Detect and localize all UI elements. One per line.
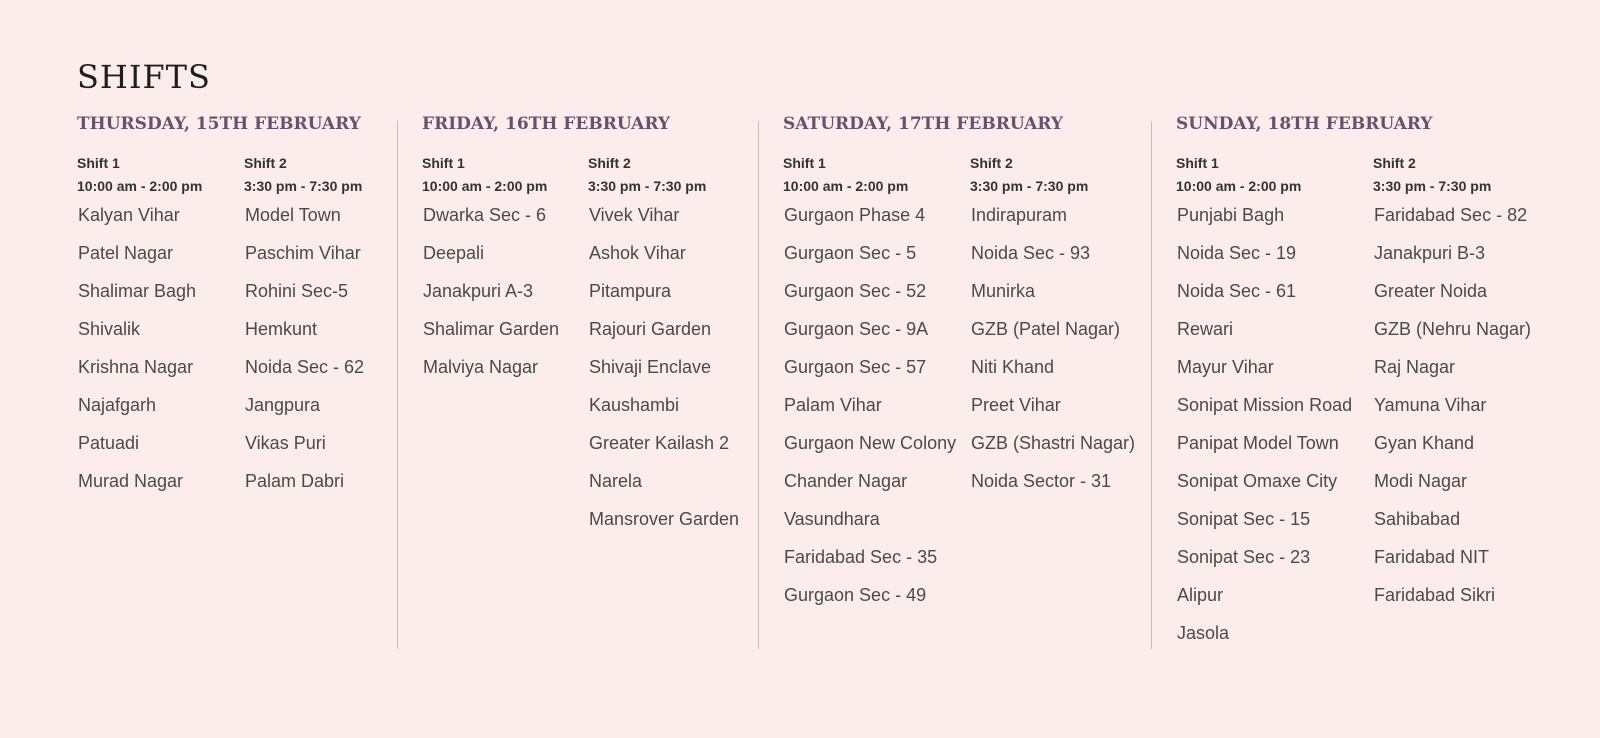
location-item: Preet Vihar xyxy=(971,395,1061,415)
location-item: Rajouri Garden xyxy=(589,319,712,339)
location-item: Shalimar Bagh xyxy=(78,281,197,301)
location-item: Greater Kailash 2 xyxy=(589,433,730,453)
shift-name: Shift 2 xyxy=(1373,155,1416,171)
shift-time: 3:30 pm - 7:30 pm xyxy=(244,178,363,194)
location-item: Sonipat Sec - 15 xyxy=(1177,509,1311,529)
location-list xyxy=(1373,202,1531,620)
location-item: Faridabad Sec - 35 xyxy=(784,547,938,567)
shift-time: 3:30 pm - 7:30 pm xyxy=(970,178,1089,194)
day-column xyxy=(77,114,365,491)
location-item: Noida Sec - 62 xyxy=(245,357,365,377)
location-list xyxy=(588,202,739,544)
location-item: Rewari xyxy=(1177,319,1234,339)
shift-2-column xyxy=(588,152,739,544)
location-item: Krishna Nagar xyxy=(78,357,194,377)
shift-1-column xyxy=(783,152,956,620)
shift-1-column xyxy=(422,152,559,392)
location-item: Paschim Vihar xyxy=(245,243,361,263)
location-item: Noida Sec - 61 xyxy=(1177,281,1297,301)
location-item: Patuadi xyxy=(78,433,140,453)
location-item: Narela xyxy=(589,471,643,491)
day-column xyxy=(1176,114,1532,643)
location-item: Vivek Vihar xyxy=(589,205,680,225)
day-title: FRIDAY, 16TH FEBRUARY xyxy=(422,114,671,134)
location-item: Najafgarh xyxy=(78,395,157,415)
location-item: Ashok Vihar xyxy=(589,243,686,263)
shift-name: Shift 1 xyxy=(1176,155,1219,171)
location-item: Shivalik xyxy=(78,319,141,339)
day-column xyxy=(783,114,1136,605)
shift-2-column xyxy=(244,152,364,506)
shift-1-column xyxy=(1176,152,1352,658)
location-item: Noida Sec - 19 xyxy=(1177,243,1297,263)
location-item: Gurgaon Sec - 57 xyxy=(784,357,927,377)
location-item: Janakpuri A-3 xyxy=(423,281,534,301)
location-item: Indirapuram xyxy=(971,205,1068,225)
location-item: Jasola xyxy=(1177,623,1230,643)
shift-name: Shift 1 xyxy=(422,155,465,171)
location-item: Murad Nagar xyxy=(78,471,184,491)
location-item: Noida Sec - 93 xyxy=(971,243,1091,263)
shift-time: 3:30 pm - 7:30 pm xyxy=(1373,178,1492,194)
day-column xyxy=(422,114,740,529)
location-item: Gurgaon Sec - 5 xyxy=(784,243,917,263)
location-item: Gurgaon Sec - 49 xyxy=(784,585,927,605)
location-item: Vikas Puri xyxy=(245,433,326,453)
shift-name: Shift 2 xyxy=(588,155,631,171)
location-item: GZB (Shastri Nagar) xyxy=(971,433,1136,453)
shift-time: 10:00 am - 2:00 pm xyxy=(77,178,203,194)
location-item: Munirka xyxy=(971,281,1036,301)
location-item: Model Town xyxy=(245,205,341,225)
location-item: Shalimar Garden xyxy=(423,319,560,339)
location-item: Palam Vihar xyxy=(784,395,882,415)
shift-name: Shift 1 xyxy=(77,155,120,171)
location-item: Vasundhara xyxy=(784,509,880,529)
shift-time: 10:00 am - 2:00 pm xyxy=(422,178,548,194)
location-item: Shivaji Enclave xyxy=(589,357,712,377)
location-item: Mansrover Garden xyxy=(589,509,740,529)
location-item: Gyan Khand xyxy=(1374,433,1475,453)
location-item: Janakpuri B-3 xyxy=(1374,243,1486,263)
location-item: Mayur Vihar xyxy=(1177,357,1274,377)
location-item: Punjabi Bagh xyxy=(1177,205,1285,225)
location-item: Jangpura xyxy=(245,395,321,415)
location-item: Palam Dabri xyxy=(245,471,345,491)
location-item: Patel Nagar xyxy=(78,243,174,263)
location-item: Kaushambi xyxy=(589,395,680,415)
location-item: Kalyan Vihar xyxy=(78,205,180,225)
location-item: GZB (Patel Nagar) xyxy=(971,319,1121,339)
day-title: THURSDAY, 15TH FEBRUARY xyxy=(77,114,361,134)
shift-2-column xyxy=(970,152,1135,506)
shift-time: 3:30 pm - 7:30 pm xyxy=(588,178,707,194)
location-item: Faridabad Sec - 82 xyxy=(1374,205,1528,225)
shift-1-column xyxy=(77,152,202,506)
location-item: Niti Khand xyxy=(971,357,1055,377)
location-item: Malviya Nagar xyxy=(423,357,539,377)
location-item: Faridabad NIT xyxy=(1374,547,1490,567)
location-item: Sahibabad xyxy=(1374,509,1461,529)
shift-name: Shift 2 xyxy=(244,155,287,171)
location-list xyxy=(783,202,956,620)
location-item: Deepali xyxy=(423,243,485,263)
location-item: Sonipat Mission Road xyxy=(1177,395,1353,415)
location-item: Gurgaon New Colony xyxy=(784,433,957,453)
location-item: Gurgaon Phase 4 xyxy=(784,205,926,225)
day-title: SATURDAY, 17TH FEBRUARY xyxy=(783,114,1064,134)
location-item: Yamuna Vihar xyxy=(1374,395,1487,415)
location-list xyxy=(244,202,364,506)
location-item: Panipat Model Town xyxy=(1177,433,1339,453)
day-title: SUNDAY, 18TH FEBRUARY xyxy=(1176,114,1433,134)
location-item: Gurgaon Sec - 52 xyxy=(784,281,927,301)
shift-time: 10:00 am - 2:00 pm xyxy=(783,178,909,194)
column-divider xyxy=(1151,121,1152,649)
page-title: SHIFTS xyxy=(77,58,211,96)
location-item: Raj Nagar xyxy=(1374,357,1456,377)
location-item: Rohini Sec-5 xyxy=(245,281,349,301)
column-divider xyxy=(758,121,759,649)
location-item: Modi Nagar xyxy=(1374,471,1468,491)
location-item: Noida Sector - 31 xyxy=(971,471,1112,491)
column-divider xyxy=(397,121,398,649)
location-item: Hemkunt xyxy=(245,319,318,339)
location-item: Alipur xyxy=(1177,585,1224,605)
location-item: Sonipat Omaxe City xyxy=(1177,471,1338,491)
location-item: Gurgaon Sec - 9A xyxy=(784,319,929,339)
location-item: Faridabad Sikri xyxy=(1374,585,1496,605)
shift-time: 10:00 am - 2:00 pm xyxy=(1176,178,1302,194)
location-list xyxy=(970,202,1135,506)
location-item: Dwarka Sec - 6 xyxy=(423,205,547,225)
shift-2-column xyxy=(1373,152,1531,620)
location-item: Greater Noida xyxy=(1374,281,1488,301)
location-item: Sonipat Sec - 23 xyxy=(1177,547,1311,567)
location-item: GZB (Nehru Nagar) xyxy=(1374,319,1532,339)
shift-name: Shift 2 xyxy=(970,155,1013,171)
location-item: Pitampura xyxy=(589,281,672,301)
shift-name: Shift 1 xyxy=(783,155,826,171)
location-list xyxy=(422,202,559,392)
location-item: Chander Nagar xyxy=(784,471,908,491)
location-list xyxy=(1176,202,1352,658)
location-list xyxy=(77,202,202,506)
